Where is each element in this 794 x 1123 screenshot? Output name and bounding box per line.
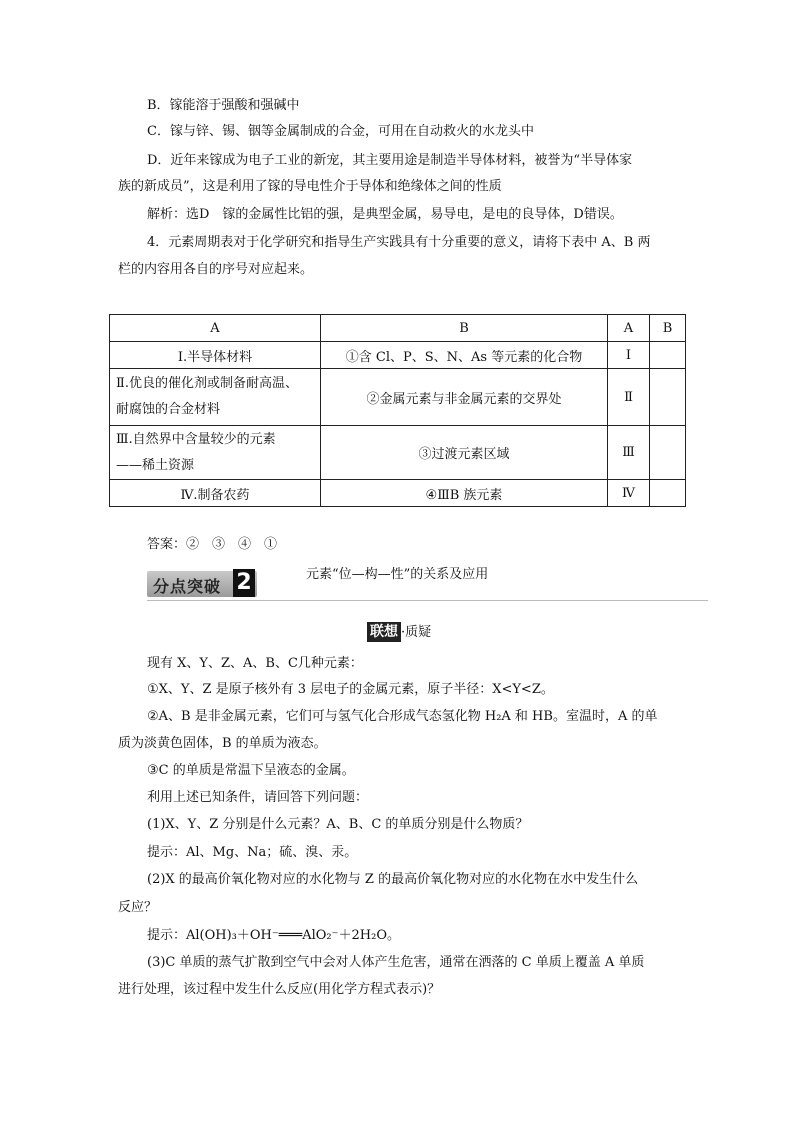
lianxiang-heading	[367, 621, 431, 641]
header-a: A	[110, 315, 321, 342]
cell-b: ①含 Cl、P、S、N、As 等元素的化合物	[321, 342, 608, 369]
answer-text: 答案：② ③ ④ ①	[147, 537, 278, 552]
table-row	[110, 426, 686, 480]
question-3-line1: (3)C 单质的蒸气扩散到空气中会对人体产生危害，通常在洒落的 C 单质上覆盖 A 单质	[147, 955, 645, 970]
condition-3: ③C 的单质是常温下呈液态的金属。	[147, 763, 355, 778]
option-d-line1: D．近年来镓成为电子工业的新宠，其主要用途是制造半导体材料，被誉为“半导体家	[147, 153, 633, 168]
cell-roman: Ⅱ	[608, 369, 650, 426]
section-divider	[147, 600, 708, 601]
cell-b: ③过渡元素区域	[321, 426, 608, 480]
cell-roman: Ⅳ	[608, 480, 650, 507]
section-badge-label: 分点突破	[153, 577, 222, 596]
option-b: B．镓能溶于强酸和强碱中	[147, 98, 300, 113]
cell-b: ④ⅢB 族元素	[321, 480, 608, 507]
condition-1: ①X、Y、Z 是原子核外有 3 层电子的金属元素，原子半径：X<Y<Z。	[147, 682, 554, 697]
cell-a-text: Ⅱ.优良的催化剂或制备耐高温、	[116, 376, 298, 391]
intro-text: 现有 X、Y、Z、A、B、C几种元素：	[147, 656, 363, 671]
cell-answer-blank	[650, 369, 686, 426]
matching-table	[109, 314, 686, 507]
question-2-line1: (2)X 的最高价氧化物对应的水化物与 Z 的最高价氧化物对应的水化物在水中发生什么	[147, 872, 639, 887]
lianxiang-box: 联想	[367, 622, 401, 642]
table-row	[110, 342, 686, 369]
option-c: C．镓与锌、锡、铟等金属制成的合金，可用在自动救火的水龙头中	[147, 124, 534, 139]
question-3-line2: 进行处理，该过程中发生什么反应(用化学方程式表示)？	[118, 982, 441, 997]
hint-2: 提示：Al(OH)₃＋OH⁻═══AlO₂⁻＋2H₂O。	[147, 928, 400, 943]
prompt-text: 利用上述已知条件，请回答下列问题：	[147, 790, 369, 805]
condition-2-line2: 质为淡黄色固体，B 的单质为液态。	[118, 736, 327, 751]
cell-a-text: Ⅳ.制备农药	[180, 487, 250, 503]
cell-roman: Ⅰ	[608, 342, 650, 369]
header-a-short: A	[608, 315, 650, 342]
question-4-line1: 4．元素周期表对于化学研究和指导生产实践具有十分重要的意义，请将下表中 A、B 两	[147, 235, 651, 250]
cell-a-text: Ⅲ.自然界中含量较少的元素	[116, 431, 276, 447]
cell-a	[110, 342, 321, 369]
cell-a	[110, 426, 321, 480]
section-badge	[147, 571, 257, 597]
header-b-short: B	[650, 315, 686, 342]
question-1: (1)X、Y、Z 分别是什么元素？A、B、C 的单质分别是什么物质？	[147, 817, 529, 832]
analysis-text: 解析：选D 镓的金属性比铝的强，是典型金属，易导电，是电的良导体，D错误。	[147, 207, 623, 222]
cell-b: ②金属元素与非金属元素的交界处	[321, 369, 608, 426]
cell-answer-blank	[650, 480, 686, 507]
table-row	[110, 369, 686, 426]
section-number: 2	[233, 569, 255, 597]
condition-2-line1: ②A、B 是非金属元素，它们可与氢气化合形成气态氢化物 H₂A 和 HB。室温时，A 的单	[147, 709, 658, 724]
cell-answer-blank	[650, 342, 686, 369]
cell-answer-blank	[650, 426, 686, 480]
option-d-line2: 族的新成员”，这是利用了镓的导电性介于导体和绝缘体之间的性质	[118, 179, 502, 194]
cell-a-text-2: ——稀土资源	[116, 457, 195, 473]
hint-1: 提示：Al、Mg、Na；硫、溴、汞。	[147, 845, 358, 860]
section-title: 元素“位—构—性”的关系及应用	[306, 567, 489, 582]
header-b: B	[321, 315, 608, 342]
question-4-line2: 栏的内容用各自的序号对应起来。	[118, 262, 314, 277]
question-2-line2: 反应？	[118, 900, 158, 915]
table-row	[110, 480, 686, 507]
table-header-row	[110, 315, 686, 342]
cell-a-text: Ⅰ.半导体材料	[177, 349, 253, 365]
lianxiang-rest: ·质疑	[401, 625, 432, 640]
cell-a-text-2: 耐腐蚀的合金材料	[116, 402, 221, 417]
cell-roman: Ⅲ	[608, 426, 650, 480]
cell-a	[110, 369, 321, 426]
cell-a	[110, 480, 321, 507]
